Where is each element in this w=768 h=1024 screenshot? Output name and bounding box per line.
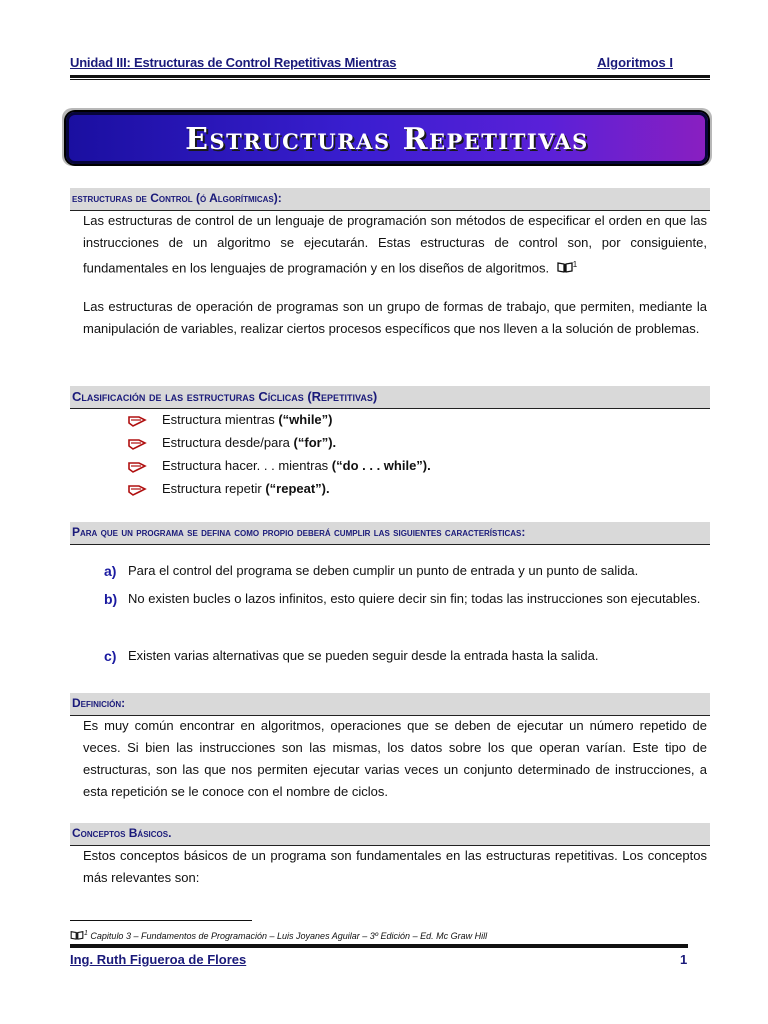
list-item-text: No existen bucles o lazos infinitos, esto quiere decir sin fin; todas las instrucciones son ejecutables. <box>128 591 701 606</box>
list-item-text: Estructura repetir <box>162 481 266 496</box>
paragraph-definicion: Es muy común encontrar en algoritmos, operaciones que se deben de ejecutar un número repetido de veces. Si bien las instrucciones son las mismas, los datos sobre los que operan varían. Este tipo de estructuras, son las que nos permiten ejecutar varias veces un conjunto determinado de instrucciones, a esta repetición se le conoce con el nombre de ciclos. <box>83 718 707 799</box>
page-number: 1 <box>680 952 688 967</box>
title-banner <box>66 112 708 164</box>
list-item-keyword: (“repeat”). <box>265 481 330 496</box>
list-item-text: Para el control del programa se deben cumplir un punto de entrada y un punto de salida. <box>128 563 639 578</box>
paragraph-conceptos: Estos conceptos básicos de un programa son fundamentales en las estructuras repetitivas. Los conceptos más relevantes son: <box>83 848 707 885</box>
section-title: Para que un programa se defina como propio deberá cumplir las siguientes características: <box>72 525 526 539</box>
section-heading-conceptos <box>70 823 710 846</box>
list-item <box>104 642 708 670</box>
list-item-text: Estructura desde/para <box>162 435 294 450</box>
section-title: Definición: <box>72 696 126 710</box>
page-header <box>70 55 679 77</box>
list-item-text: Estructura mientras <box>162 412 279 427</box>
pointing-hand-icon <box>127 414 147 428</box>
footnote-number: 1 <box>84 930 88 937</box>
footer-rule <box>70 944 688 948</box>
list-item-label: b) <box>104 591 118 607</box>
list-item <box>104 557 708 585</box>
list-item-text: Estructura hacer. . . mientras <box>162 458 332 473</box>
section-heading-clasificacion <box>70 386 710 409</box>
list-item <box>104 585 708 641</box>
pointing-hand-icon <box>127 483 147 497</box>
footnote-ref: 1 <box>572 260 578 269</box>
list-item-keyword: (“for”). <box>293 435 337 450</box>
footnote-rule <box>70 920 252 921</box>
footer-author: Ing. Ruth Figueroa de Flores <box>70 952 247 967</box>
header-rule <box>70 75 710 78</box>
book-icon <box>70 930 84 940</box>
header-course: Algoritmos I <box>597 55 673 70</box>
section-title: Clasificación de las estructuras Cíclicas (Repetitivas) <box>72 389 378 404</box>
paragraph-control-2: Las estructuras de operación de programas son un grupo de formas de trabajo, que permiten, mediante la manipulación de variables, realizar ciertos procesos específicos que nos lleven a la solución de problemas. <box>83 299 707 336</box>
pointing-hand-icon <box>127 437 147 451</box>
pointing-hand-icon <box>127 460 147 474</box>
list-item-keyword: (“do . . . while”). <box>331 458 431 473</box>
section-title: Conceptos Básicos. <box>72 826 172 840</box>
header-unit-title: Unidad III: Estructuras de Control Repetitivas Mientras <box>70 55 397 70</box>
list-item-label: a) <box>104 563 117 579</box>
list-item-text: Existen varias alternativas que se pueden seguir desde la entrada hasta la salida. <box>128 648 599 663</box>
footnote-text: Capitulo 3 – Fundamentos de Programación – Luis Joyanes Aguilar – 3º Edición – Ed. Mc Graw Hill <box>90 931 488 941</box>
paragraph-text: Las estructuras de control de un lenguaje de programación son métodos de especificar el orden en que las instrucciones de un algoritmo se ejecutarán. Estas estructuras de control son, por consiguiente, fundamentales en los lenguajes de programación y en los diseños de algoritmos. <box>83 213 707 276</box>
list-item-keyword: (“while”) <box>278 412 333 427</box>
header-rule-thin <box>70 79 710 80</box>
paragraph-control-1 <box>83 210 707 279</box>
footnote <box>70 930 487 941</box>
section-heading-caracteristicas <box>70 522 710 545</box>
book-icon <box>557 258 573 270</box>
banner-title: Estructuras Repetitivas <box>185 122 589 157</box>
section-heading-definicion <box>70 693 710 716</box>
section-heading-control <box>70 188 710 211</box>
list-item-label: c) <box>104 648 117 664</box>
section-title: estructuras de Control (ó Algorítmicas): <box>72 191 282 205</box>
